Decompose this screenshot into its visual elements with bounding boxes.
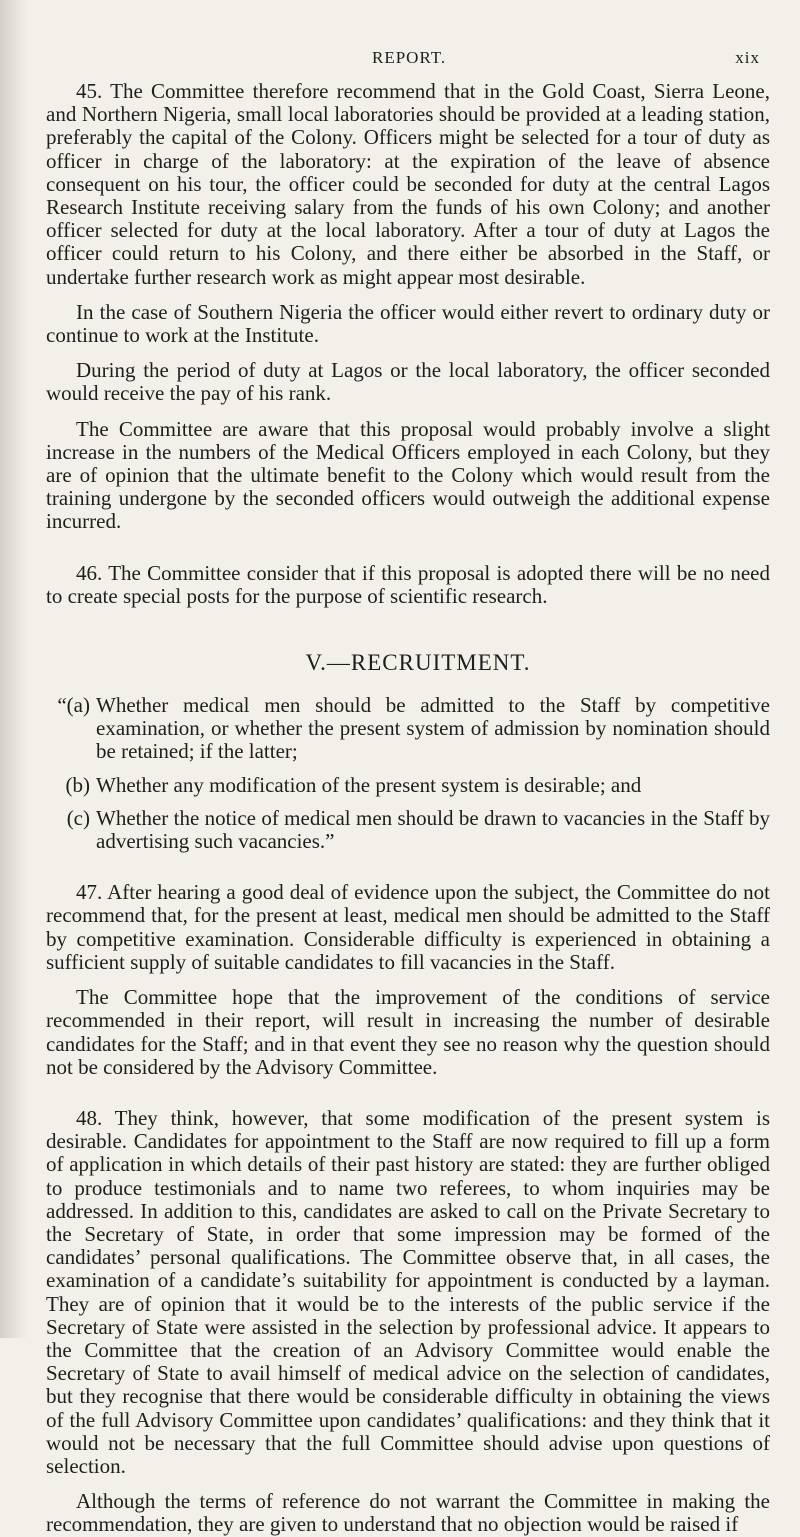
paragraph-48: 48. They think, however, that some modification of the present system is desirable. Candidates for appointment to the Staff are now required to fill up a form of application in which details of their past history are stated: they are further obliged to produce testimonials and to name two referees, to whom inquiries may be addressed. In addition to this, candidates are asked to call on the Private Secretary to the Secretary of State, in order that some impression may be formed of the candidates’ personal qualifications. The Committee observe that, in all cases, the examination of a candidate’s suitability for appointment is conducted by a layman. They are of opinion that it would be to the interests of the public service if the Secretary of State were assisted in the selection by professional advice. It appears to the Committee that the creation of an Advisory Committee would enable the Secretary of State to avail himself of medical advice on the selection of candidates, but they recognise that there would be considerable difficulty in obtaining the views of the full Advisory Committee upon candidates’ qualifications: and they think that it would not be necessary that the full Committee should advise upon questions of selection. xyxy=(46,1105,770,1478)
paragraph-southern-nigeria: In the case of Southern Nigeria the officer would either revert to ordinary duty or continue to work at the Institute. xyxy=(46,299,770,348)
list-item xyxy=(46,807,770,853)
list-item-marker: “(a) xyxy=(57,693,90,718)
list-item xyxy=(46,694,770,764)
section-heading: V.—RECRUITMENT. xyxy=(305,650,531,676)
list-item-text: Whether any modification of the present system is desirable; and xyxy=(96,772,642,797)
paragraph-committee-aware: The Committee are aware that this proposal would probably involve a slight increase in the numbers of the Medical Officers employed in each Colony, but they are of opinion that the ultimate benefit to the Colony which would result from the training undergone by the seconded officers would outweigh the additional expense incurred. xyxy=(46,416,770,534)
paragraph-although: Although the terms of reference do not warrant the Committee in making the recommendation, they are given to understand that no objection would be raised if xyxy=(46,1489,770,1537)
list-item-text: Whether the notice of medical men should be drawn to vacancies in the Staff by advertising such vacancies.” xyxy=(96,805,770,854)
terms-of-reference-list xyxy=(46,694,770,853)
running-head-title: REPORT. xyxy=(372,48,447,67)
paragraph-45: 45. The Committee therefore recommend that in the Gold Coast, Sierra Leone, and Northern Nigeria, small local laboratories should be provided at a leading station, preferably the capital of the Colony. Officers might be selected for a tour of duty as officer in charge of the laboratory: at the expiration of the leave of absence consequent on his tour, the officer could be seconded for duty at the central Lagos Research Institute receiving salary from the funds of his own Colony; and another officer selected for duty at the local laboratory. After a tour of duty at Lagos the officer could return to his Colony, and there either be absorbed in the Staff, or undertake further research work as might appear most desirable. xyxy=(46,79,770,289)
paragraph-46: 46. The Committee consider that if this proposal is adopted there will be no need to create special posts for the purpose of scientific research. xyxy=(46,560,770,608)
paragraph-47: 47. After hearing a good deal of evidence upon the subject, the Committee do not recommend that, for the present at least, medical men should be admitted to the Staff by competitive examination. Considerable difficulty is experienced in obtaining a sufficient supply of suitable candidates to fill vacancies in the Staff. xyxy=(46,880,770,974)
list-item-marker: (c) xyxy=(66,805,90,830)
list-item-marker: (b) xyxy=(65,772,90,797)
list-item-text: Whether medical men should be admitted to the Staff by competitive examination, or whether the present system of admission by nomination should be retained; if the latter; xyxy=(96,693,770,764)
list-item xyxy=(46,774,770,797)
paragraph-committee-hope: The Committee hope that the improvement of the conditions of service recommended in their report, will result in increasing the number of desirable candidates for the Staff; and in that event they see no reason why the question should not be considered by the Advisory Committee. xyxy=(46,985,770,1079)
running-head xyxy=(46,48,770,72)
paragraph-period-of-duty: During the period of duty at Lagos or the local laboratory, the officer seconded would receive the pay of his rank. xyxy=(46,358,770,406)
page-number: xix xyxy=(735,48,760,67)
